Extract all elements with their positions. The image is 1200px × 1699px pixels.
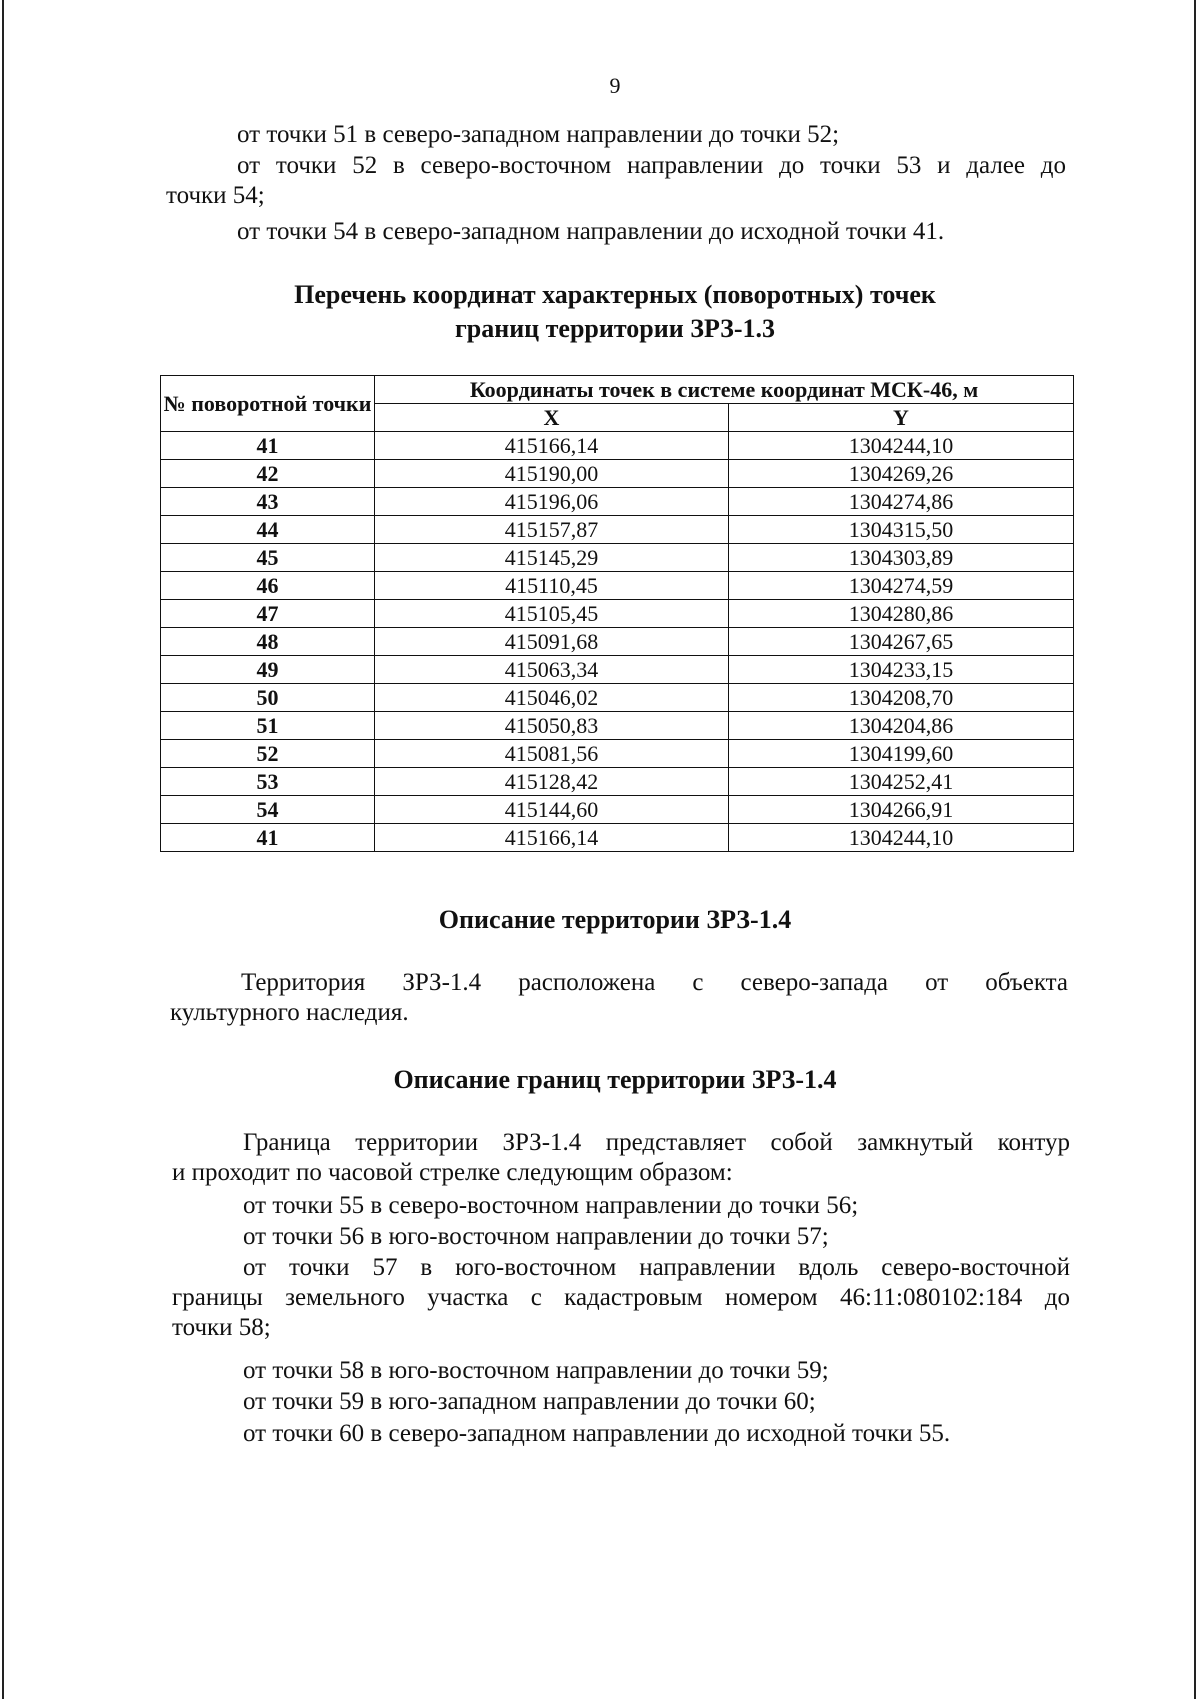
- cell-y: 1304244,10: [729, 824, 1074, 852]
- header-y: Y: [729, 404, 1074, 432]
- cell-y: 1304267,65: [729, 628, 1074, 656]
- cell-y: 1304204,86: [729, 712, 1074, 740]
- header-point-number: № поворотной точки: [161, 376, 375, 432]
- territory-heading: Описание территории ЗРЗ-1.4: [438, 905, 792, 934]
- intro-line: от точки 51 в северо-западном направлении до точки 52;: [237, 121, 840, 148]
- cell-y: 1304208,70: [729, 684, 1074, 712]
- cell-point-number: 51: [161, 712, 375, 740]
- borders-line: от точки 57 в юго-восточном направлении вдоль северо-восточной: [243, 1254, 1070, 1281]
- cell-point-number: 46: [161, 572, 375, 600]
- cell-y: 1304280,86: [729, 600, 1074, 628]
- cell-y: 1304244,10: [729, 432, 1074, 460]
- cell-point-number: 53: [161, 768, 375, 796]
- borders-line: от точки 56 в юго-восточном направлении до точки 57;: [243, 1223, 829, 1250]
- cell-y: 1304269,26: [729, 460, 1074, 488]
- table-row: [161, 684, 1074, 712]
- cell-point-number: 45: [161, 544, 375, 572]
- cell-point-number: 48: [161, 628, 375, 656]
- page-number: 9: [609, 73, 621, 98]
- page-edge-left: [2, 0, 4, 1699]
- cell-x: 415105,45: [375, 600, 729, 628]
- intro-paragraph-1: [166, 120, 1086, 150]
- table-row: [161, 544, 1074, 572]
- cell-point-number: 49: [161, 656, 375, 684]
- borders-heading: Описание границ территории ЗРЗ-1.4: [393, 1065, 837, 1094]
- territory-line: Территория ЗРЗ-1.4 расположена с северо-запада от объекта: [241, 969, 1068, 996]
- borders-paragraph-7: [172, 1419, 1070, 1449]
- cell-point-number: 52: [161, 740, 375, 768]
- borders-paragraph-2: [172, 1191, 1070, 1221]
- table-row: [161, 824, 1074, 852]
- cell-point-number: 47: [161, 600, 375, 628]
- cell-y: 1304233,15: [729, 656, 1074, 684]
- cell-y: 1304274,59: [729, 572, 1074, 600]
- borders-paragraph-5: [172, 1356, 1070, 1386]
- table-row: [161, 432, 1074, 460]
- cell-x: 415081,56: [375, 740, 729, 768]
- cell-y: 1304199,60: [729, 740, 1074, 768]
- borders-paragraph-1: [172, 1128, 1070, 1188]
- table-row: [161, 656, 1074, 684]
- table-row: [161, 516, 1074, 544]
- cell-point-number: 43: [161, 488, 375, 516]
- cell-point-number: 41: [161, 824, 375, 852]
- cell-y: 1304266,91: [729, 796, 1074, 824]
- cell-x: 415128,42: [375, 768, 729, 796]
- intro-line: точки 54;: [166, 182, 265, 209]
- borders-paragraph-3: [172, 1222, 1070, 1252]
- page-edge-right: [1194, 0, 1196, 1699]
- cell-point-number: 44: [161, 516, 375, 544]
- cell-x: 415166,14: [375, 824, 729, 852]
- cell-y: 1304252,41: [729, 768, 1074, 796]
- cell-x: 415046,02: [375, 684, 729, 712]
- cell-x: 415166,14: [375, 432, 729, 460]
- table-row: [161, 712, 1074, 740]
- borders-line: точки 58;: [172, 1314, 271, 1341]
- borders-paragraph-6: [172, 1387, 1070, 1417]
- intro-paragraph-3: [166, 217, 1086, 247]
- cell-x: 415091,68: [375, 628, 729, 656]
- borders-line: Граница территории ЗРЗ-1.4 представляет собой замкнутый контур: [243, 1129, 1070, 1156]
- table-header-row: [161, 376, 1074, 404]
- cell-point-number: 41: [161, 432, 375, 460]
- intro-line: от точки 54 в северо-западном направлении до исходной точки 41.: [237, 218, 945, 245]
- table-row: [161, 488, 1074, 516]
- cell-point-number: 54: [161, 796, 375, 824]
- header-x: X: [375, 404, 729, 432]
- coordinates-table-body: [161, 432, 1074, 852]
- intro-line: от точки 52 в северо-восточном направлении до точки 53 и далее до: [237, 152, 1066, 179]
- coordinates-heading: [150, 278, 1080, 346]
- header-coordinates: Координаты точек в системе координат МСК-46, м: [375, 376, 1074, 404]
- borders-line: от точки 59 в юго-западном направлении до точки 60;: [243, 1388, 816, 1415]
- borders-line: от точки 55 в северо-восточном направлении до точки 56;: [243, 1192, 859, 1219]
- borders-line: от точки 58 в юго-восточном направлении до точки 59;: [243, 1357, 829, 1384]
- cell-x: 415110,45: [375, 572, 729, 600]
- table-row: [161, 768, 1074, 796]
- coordinates-table: [160, 375, 1074, 852]
- cell-y: 1304315,50: [729, 516, 1074, 544]
- cell-y: 1304303,89: [729, 544, 1074, 572]
- table-row: [161, 600, 1074, 628]
- cell-x: 415196,06: [375, 488, 729, 516]
- borders-line: границы земельного участка с кадастровым номером 46:11:080102:184 до: [172, 1284, 1070, 1311]
- cell-point-number: 50: [161, 684, 375, 712]
- coordinates-heading-line: Перечень координат характерных (поворотных) точек: [294, 280, 936, 309]
- cell-x: 415063,34: [375, 656, 729, 684]
- intro-paragraph-2: [166, 151, 1066, 211]
- cell-point-number: 42: [161, 460, 375, 488]
- table-row: [161, 796, 1074, 824]
- territory-paragraph: [170, 968, 1068, 1028]
- coordinates-heading-line: границ территории ЗРЗ-1.3: [454, 314, 776, 343]
- borders-line: от точки 60 в северо-западном направлении до исходной точки 55.: [243, 1420, 951, 1447]
- cell-x: 415050,83: [375, 712, 729, 740]
- cell-x: 415145,29: [375, 544, 729, 572]
- table-row: [161, 628, 1074, 656]
- borders-line: и проходит по часовой стрелке следующим образом:: [172, 1159, 733, 1186]
- cell-x: 415144,60: [375, 796, 729, 824]
- table-row: [161, 460, 1074, 488]
- borders-paragraph-4: [172, 1253, 1070, 1343]
- territory-line: культурного наследия.: [170, 999, 409, 1026]
- table-row: [161, 572, 1074, 600]
- table-row: [161, 740, 1074, 768]
- cell-x: 415157,87: [375, 516, 729, 544]
- cell-y: 1304274,86: [729, 488, 1074, 516]
- cell-x: 415190,00: [375, 460, 729, 488]
